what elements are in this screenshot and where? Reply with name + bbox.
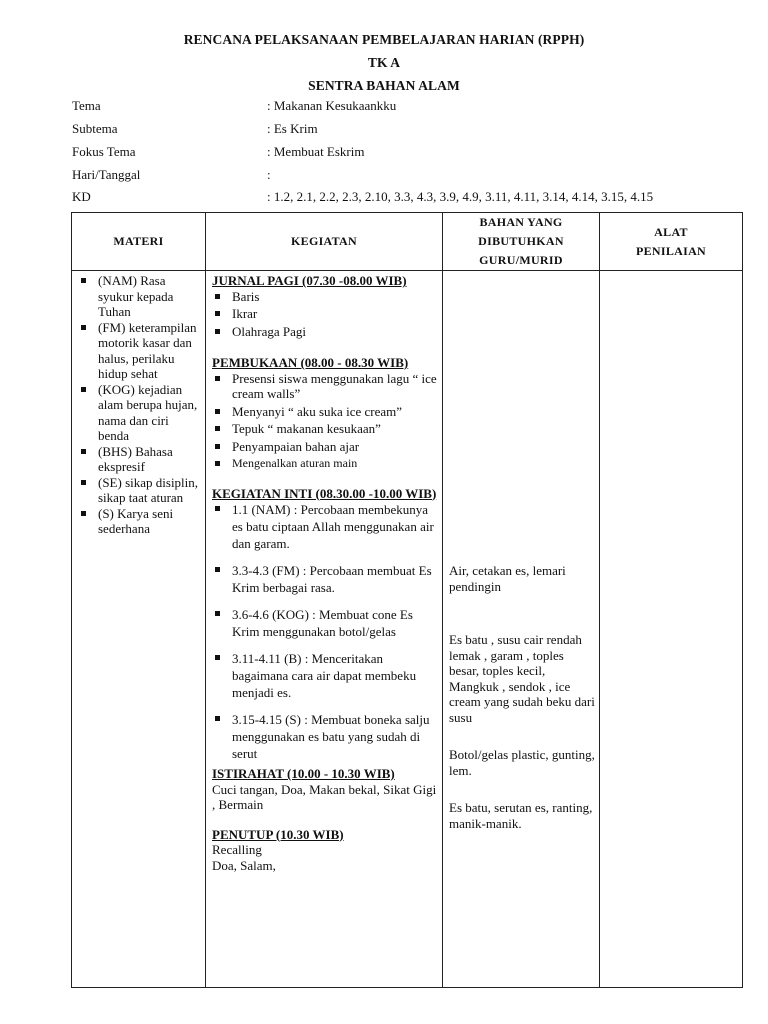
pembukaan-item: Presensi siswa menggunakan lagu “ ice cream walls” xyxy=(212,371,438,402)
penutup-line-1: Recalling xyxy=(212,842,262,857)
materi-list xyxy=(78,273,201,537)
center-label: SENTRA BAHAN ALAM xyxy=(308,78,460,93)
materi-item: (NAM) Rasa syukur kepada Tuhan xyxy=(78,273,201,320)
meta-value-tema: : Makanan Kesukaankku xyxy=(267,98,397,113)
bahan-item: Air, cetakan es, lemari pendingin xyxy=(449,563,566,594)
meta-value-subtema: : Es Krim xyxy=(267,121,318,136)
header-kegiatan: KEGIATAN xyxy=(206,213,443,271)
istirahat-text: Cuci tangan, Doa, Makan bekal, Sikat Gigi , Bermain xyxy=(212,781,437,812)
section-pembukaan-title: PEMBUKAAN (08.00 - 08.30 WIB) xyxy=(212,355,409,370)
meta-value-fokus: : Membuat Eskrim xyxy=(267,144,365,159)
meta-label-subtema: Subtema xyxy=(72,121,118,136)
inti-list xyxy=(212,501,438,762)
jurnal-item: Baris xyxy=(212,289,438,305)
class-label: TK A xyxy=(367,55,401,70)
meta-label-fokus: Fokus Tema xyxy=(72,144,136,159)
bahan-item: Es batu , susu cair rendah lemak , garam , toples besar, toples kecil, Mangkuk , sendok , ice cream yang sudah beku dari susu xyxy=(449,632,595,725)
inti-item: 3.11-4.11 (B) : Menceritakan bagaimana cara air dapat membeku menjadi es. xyxy=(212,650,438,701)
materi-cell xyxy=(72,271,206,988)
bahan-cell xyxy=(443,271,600,988)
header-alat: ALAT PENILAIAN xyxy=(600,213,743,271)
jurnal-item: Ikrar xyxy=(212,306,438,322)
section-penutup-title: PENUTUP (10.30 WIB) xyxy=(212,826,344,842)
alat-cell xyxy=(600,271,743,988)
materi-item: (S) Karya seni sederhana xyxy=(78,506,201,537)
pembukaan-item: Tepuk “ makanan kesukaan” xyxy=(212,421,438,437)
materi-item: (SE) sikap disiplin, sikap taat aturan xyxy=(78,475,201,506)
header-bahan: BAHAN YANG DIBUTUHKAN GURU/MURID xyxy=(443,213,600,271)
bahan-item: Es batu, serutan es, ranting, manik-manik. xyxy=(449,800,593,831)
section-istirahat-title: ISTIRAHAT (10.00 - 10.30 WIB) xyxy=(212,766,395,781)
inti-item: 3.6-4.6 (KOG) : Membuat cone Es Krim menggunakan botol/gelas xyxy=(212,606,438,640)
plan-table xyxy=(71,212,743,988)
pembukaan-item: Menyanyi “ aku suka ice cream” xyxy=(212,404,438,420)
meta-value-kd: : 1.2, 2.1, 2.2, 2.3, 2.10, 3.3, 4.3, 3.9, 4.9, 3.11, 4.11, 3.14, 4.14, 3.15, 4.15 xyxy=(267,189,654,204)
materi-item: (KOG) kejadian alam berupa hujan, nama dan ciri benda xyxy=(78,382,201,444)
materi-item: (BHS) Bahasa ekspresif xyxy=(78,444,201,475)
inti-item: 1.1 (NAM) : Percobaan membekunya es batu ciptaan Allah menggunakan air dan garam. xyxy=(212,501,438,552)
meta-label-tema: Tema xyxy=(72,98,101,113)
section-jurnal-title: JURNAL PAGI (07.30 -08.00 WIB) xyxy=(212,273,407,288)
kegiatan-cell xyxy=(206,271,443,988)
jurnal-item: Olahraga Pagi xyxy=(212,324,438,340)
document-title: RENCANA PELAKSANAAN PEMBELAJARAN HARIAN (RPPH) xyxy=(183,32,585,47)
pembukaan-item: Mengenalkan aturan main xyxy=(212,456,438,472)
jurnal-list xyxy=(212,289,438,340)
penutup-line-2: Doa, Salam, xyxy=(212,857,276,873)
bahan-item: Botol/gelas plastic, gunting, lem. xyxy=(449,747,595,778)
header-materi: MATERI xyxy=(72,213,206,271)
pembukaan-item: Penyampaian bahan ajar xyxy=(212,439,438,455)
section-inti-title: KEGIATAN INTI (08.30.00 -10.00 WIB) xyxy=(212,485,437,501)
inti-item: 3.15-4.15 (S) : Membuat boneka salju menggunakan es batu yang sudah di serut xyxy=(212,711,438,762)
materi-item: (FM) keterampilan motorik kasar dan halus, perilaku hidup sehat xyxy=(78,320,201,382)
meta-value-hari: : xyxy=(267,167,271,182)
meta-label-hari: Hari/Tanggal xyxy=(72,167,141,182)
meta-label-kd: KD xyxy=(72,189,91,204)
inti-item: 3.3-4.3 (FM) : Percobaan membuat Es Krim berbagai rasa. xyxy=(212,562,438,596)
pembukaan-list xyxy=(212,371,438,472)
